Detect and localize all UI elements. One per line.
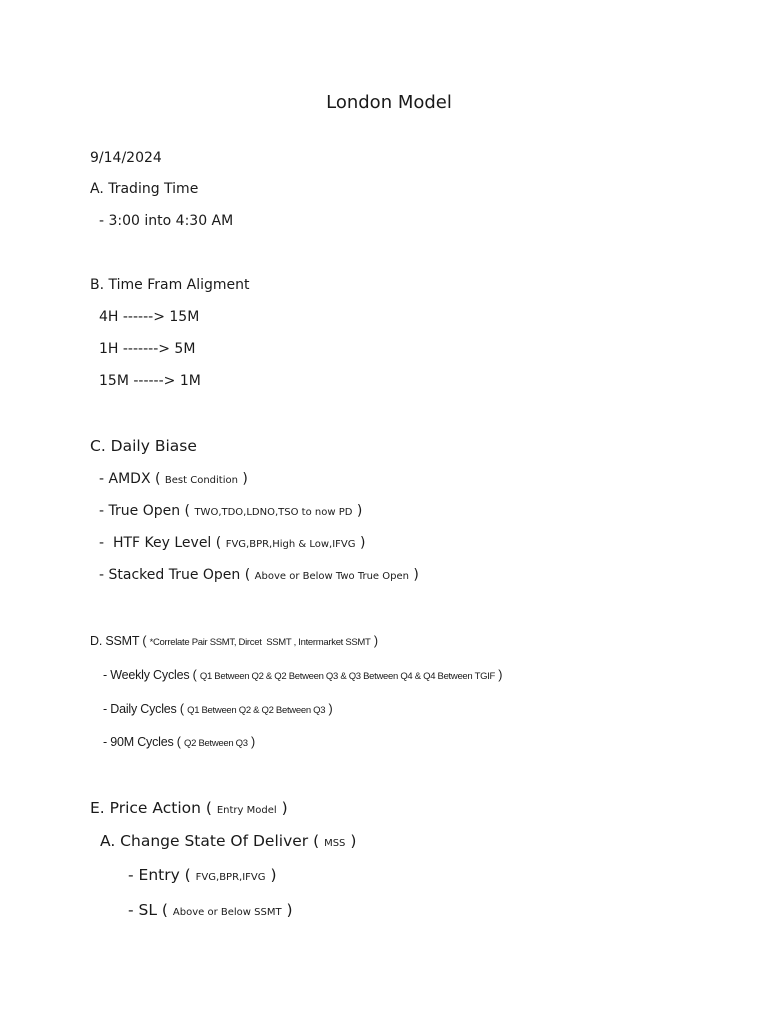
section-b-heading: B. Time Fram Aligment: [90, 277, 250, 293]
section-d-item: - Daily Cycles ( Q1 Between Q2 & Q2 Between Q3 ): [103, 702, 333, 716]
section-d-heading: D. SSMT ( *Correlate Pair SSMT, Dircet SSMT , Intermarket SSMT ): [90, 634, 378, 648]
section-c-heading: C. Daily Biase: [90, 437, 197, 455]
section-c-item: - True Open ( TWO,TDO,LDNO,TSO to now PD ): [99, 503, 363, 519]
section-c-item: - Stacked True Open ( Above or Below Two True Open ): [99, 567, 419, 583]
page-title: London Model: [326, 92, 452, 113]
section-c-item: - AMDX ( Best Condition ): [99, 471, 248, 487]
section-d-item: - Weekly Cycles ( Q1 Between Q2 & Q2 Between Q3 & Q3 Between Q4 & Q4 Between TGIF ): [103, 668, 503, 682]
section-b-item: 4H ------> 15M: [99, 309, 200, 325]
section-b-item: 1H -------> 5M: [99, 341, 196, 357]
section-c-item: - HTF Key Level ( FVG,BPR,High & Low,IFVG ): [99, 535, 366, 551]
section-a-item: - 3:00 into 4:30 AM: [99, 213, 234, 229]
section-d-item: - 90M Cycles ( Q2 Between Q3 ): [103, 735, 255, 749]
section-e-item: - SL ( Above or Below SSMT ): [128, 901, 293, 919]
section-a-heading: A. Trading Time: [90, 181, 199, 197]
section-e-subheading: A. Change State Of Deliver ( MSS ): [100, 832, 357, 850]
section-b-item: 15M ------> 1M: [99, 373, 201, 389]
section-e-item: - Entry ( FVG,BPR,IFVG ): [128, 866, 277, 884]
section-e-heading: E. Price Action ( Entry Model ): [90, 799, 288, 817]
document-date: 9/14/2024: [90, 150, 162, 166]
